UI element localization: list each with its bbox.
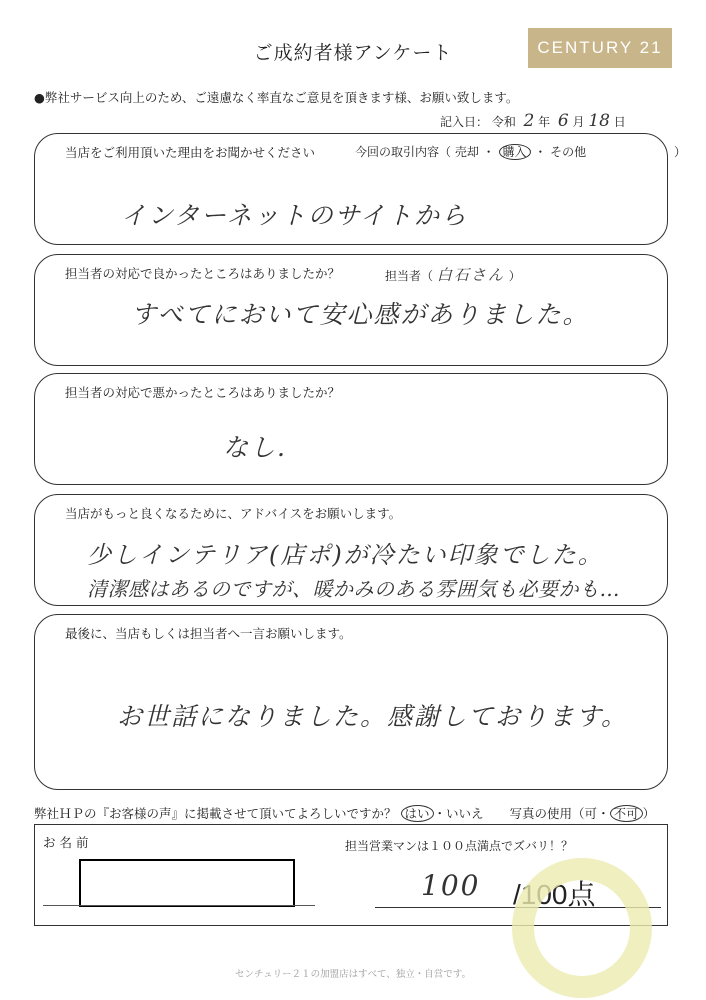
question-good-points: 担当者の対応で良かったところはありましたか？ [65, 266, 341, 281]
question-box-message [34, 614, 668, 790]
score-total: /100点 [513, 879, 596, 910]
deal-type: 今回の取引内容（ 売却 ・ 購入 ・ その他 ） [355, 145, 687, 159]
photo-use-label: 写真の使用（ [509, 806, 585, 821]
date-month: 6 [557, 111, 569, 131]
question-message: 最後に、当店もしくは担当者へ一言お願いします。 [65, 626, 352, 641]
deal-option-sell: 売却 [454, 145, 479, 159]
question-reason: 当店をご利用頂いた理由をお聞かせください [65, 145, 316, 160]
question-box-bad [34, 373, 668, 485]
date-year: 2 [523, 111, 535, 131]
deal-type-close: ） [674, 145, 687, 159]
score-question: 担当営業マンは１００点満点でズバリ！？ [345, 839, 574, 853]
name-redaction-box [79, 859, 295, 907]
date-day: 18 [588, 111, 610, 131]
entry-date [440, 111, 626, 131]
deal-type-label: 今回の取引内容（ [355, 145, 452, 159]
answer-advice-line1: 少しインテリア(店ポ)が冷たい印象でした。 [87, 541, 604, 569]
question-advice: 当店がもっと良くなるために、アドバイスをお願いします。 [65, 506, 402, 521]
name-label: お 名 前 [43, 835, 89, 850]
answer-advice-line2: 清潔感はあるのですが、暖かみのある雰囲気も必要かも… [87, 577, 620, 601]
answer-reason: インターネットのサイトから [121, 201, 469, 230]
date-month-unit: 月 [572, 115, 585, 129]
answer-message: お世話になりました。感謝しております。 [117, 702, 629, 731]
date-year-unit: 年 [538, 115, 551, 129]
question-bad-points: 担当者の対応で悪かったところはありましたか？ [65, 385, 341, 400]
deal-option-other: その他 [550, 145, 587, 159]
date-era: 令和 [491, 115, 516, 129]
question-box-reason [34, 133, 687, 245]
staff-field [385, 264, 521, 285]
brand-logo: CENTURY 21 [528, 28, 672, 68]
date-label: 記入日： [440, 115, 489, 129]
page-title: ご成約者様アンケート [253, 42, 453, 64]
staff-close: ） [508, 269, 521, 283]
score-value: 100 [421, 869, 481, 902]
name-underline [43, 905, 315, 906]
consent-yes: はい [401, 805, 434, 822]
consent-question: 弊社ＨＰの『お客様の声』に掲載させて頂いてよろしいですか？ [34, 806, 397, 821]
date-day-unit: 日 [613, 115, 626, 129]
answer-bad-points: なし. [223, 433, 287, 462]
intro-text: ●弊社サービス向上のため、ご遠慮なく率直なご意見を頂きます様、お願い致します。 [34, 90, 519, 105]
deal-option-buy: 購入 [499, 144, 531, 160]
publish-consent: 弊社ＨＰの『お客様の声』に掲載させて頂いてよろしいですか？ はい ・いいえ 写真の使用（可・ 不可 ） [34, 806, 656, 821]
answer-good-points: すべてにおいて安心感がありました。 [131, 300, 590, 329]
photo-no: 不可 [610, 805, 643, 822]
question-box-good [34, 254, 668, 366]
consent-no: いいえ [446, 806, 484, 821]
footer-note: センチュリー２１の加盟店はすべて、独立・自営です。 [234, 969, 472, 980]
staff-name: 白石さん [436, 266, 505, 284]
staff-label: 担当者（ [385, 269, 434, 283]
consent-sep: ・ [433, 806, 447, 821]
photo-yes: 可 [584, 806, 598, 821]
question-box-advice [34, 494, 668, 606]
photo-close: ） [642, 806, 656, 821]
